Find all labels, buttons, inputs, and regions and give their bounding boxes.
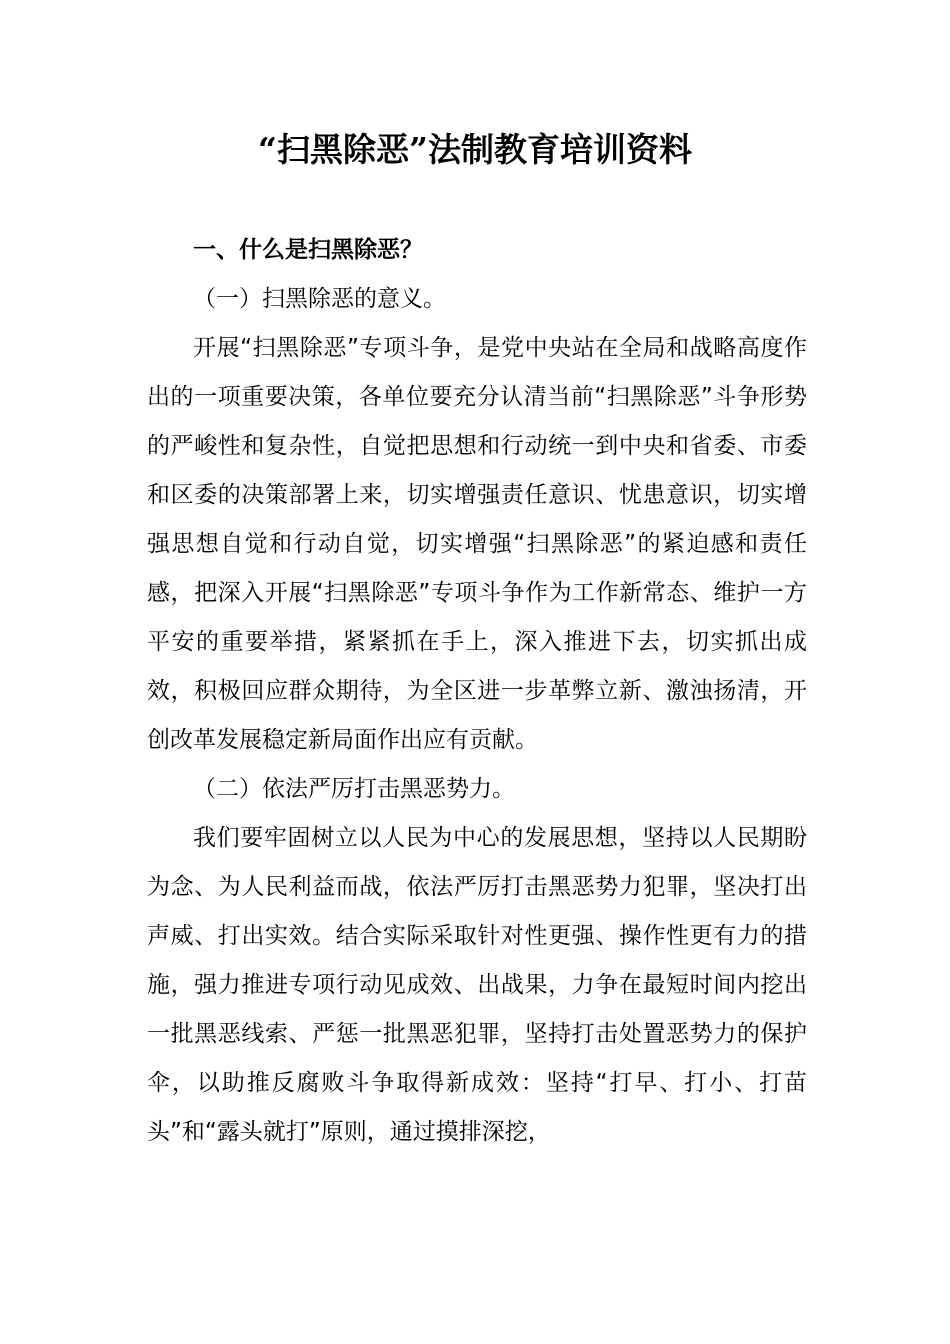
document-body — [147, 226, 807, 1157]
section-heading: 一、什么是扫黑除恶？ — [193, 237, 423, 263]
subsection-heading: （二）依法严厉打击黑恶势力。 — [193, 776, 515, 802]
document-title: “扫黑除恶”法制教育培训资料 — [258, 130, 692, 169]
body-paragraph: 开展“扫黑除恶”专项斗争，是党中央站在全局和战略高度作出的一项重要决策，各单位要充分认清当前“扫黑除恶”斗争形势的严峻性和复杂性，自觉把思想和行动统一到中央和省委、市委和区委的决策部署上来，切实增强责任意识、忧患意识，切实增强思想自觉和行动自觉，切实增强“扫黑除恶”的紧迫感和责任感，把深入开展“扫黑除恶”专项斗争作为工作新常态、维护一方平安的重要举措，紧紧抓在手上，深入推进下去，切实抓出成效，积极回应群众期待，为全区进一步革弊立新、激浊扬清，开创改革发展稳定新局面作出应有贡献。 — [147, 335, 807, 753]
subsection-heading: （一）扫黑除恶的意义。 — [193, 286, 446, 312]
body-paragraph: 我们要牢固树立以人民为中心的发展思想，坚持以人民期盼为念、为人民利益而战，依法严厉打击黑恶势力犯罪，坚决打出声威、打出实效。结合实际采取针对性更强、操作性更有力的措施，强力推进专项行动见成效、出战果，力争在最短时间内挖出一批黑恶线索、严惩一批黑恶犯罪，坚持打击处置恶势力的保护伞，以助推反腐败斗争取得新成效：坚持“打早、打小、打苗头”和“露头就打”原则，通过摸排深挖， — [147, 825, 807, 1145]
